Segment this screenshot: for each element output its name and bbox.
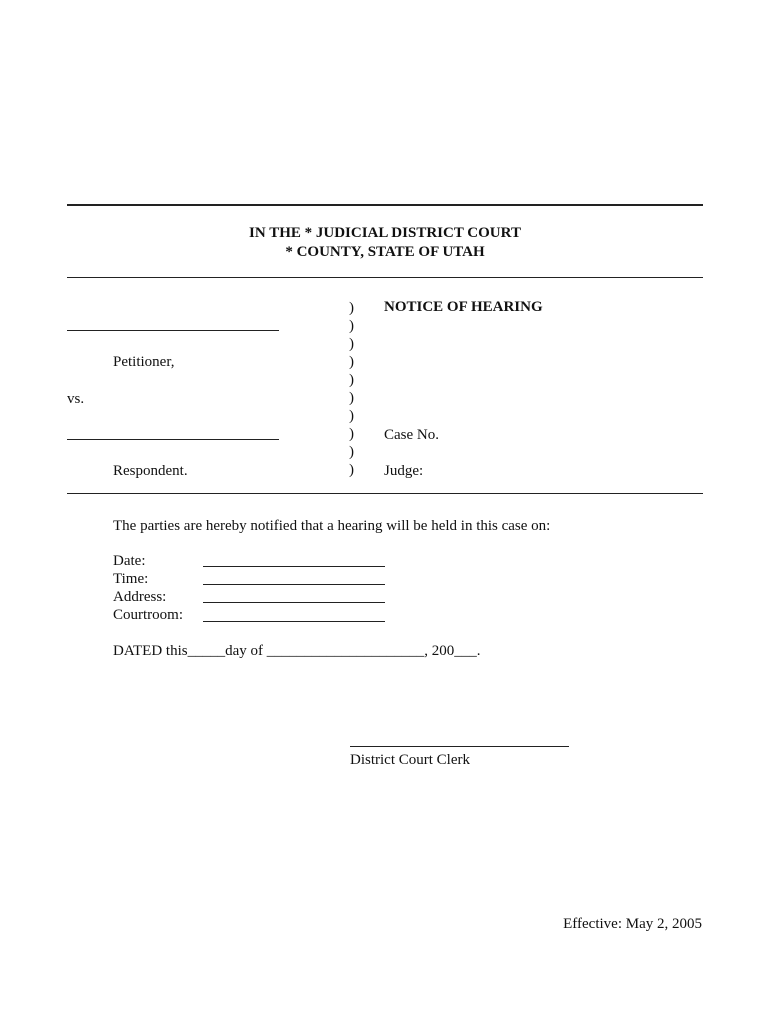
petitioner-name-blank[interactable]: [67, 330, 279, 331]
petitioner-label: Petitioner,: [113, 354, 175, 370]
caption-paren: ): [349, 408, 354, 424]
effective-date: Effective: May 2, 2005: [563, 916, 702, 932]
judge-label: Judge:: [384, 463, 424, 479]
courtroom-blank[interactable]: [203, 621, 385, 622]
caption-paren: ): [349, 390, 354, 406]
caption-paren: ): [349, 318, 354, 334]
address-blank[interactable]: [203, 602, 385, 603]
caption-bottom-rule: [67, 493, 703, 494]
caption-paren: ): [349, 372, 354, 388]
caption-paren: ): [349, 462, 354, 478]
clerk-signature-line[interactable]: [350, 746, 569, 747]
time-label: Time:: [113, 571, 149, 587]
court-heading-line1: IN THE * JUDICIAL DISTRICT COURT: [249, 225, 521, 241]
courtroom-label: Courtroom:: [113, 607, 183, 623]
address-label: Address:: [113, 589, 167, 605]
document-title: NOTICE OF HEARING: [384, 299, 543, 315]
clerk-title: District Court Clerk: [350, 752, 470, 768]
case-number-label: Case No.: [384, 427, 439, 443]
respondent-label: Respondent.: [113, 463, 188, 479]
time-blank[interactable]: [203, 584, 385, 585]
caption-paren: ): [349, 444, 354, 460]
court-heading-line2: * COUNTY, STATE OF UTAH: [285, 244, 485, 260]
caption-paren: ): [349, 336, 354, 352]
respondent-name-blank[interactable]: [67, 439, 279, 440]
versus-label: vs.: [67, 391, 85, 407]
date-label: Date:: [113, 553, 146, 569]
header-top-rule: [67, 204, 703, 206]
dated-line: DATED this_____day of _____________________, 200___.: [113, 643, 481, 659]
date-blank[interactable]: [203, 566, 385, 567]
header-bottom-rule: [67, 277, 703, 278]
notice-text: The parties are hereby notified that a hearing will be held in this case on:: [113, 518, 551, 534]
caption-paren: ): [349, 300, 354, 316]
caption-paren: ): [349, 354, 354, 370]
caption-paren: ): [349, 426, 354, 442]
